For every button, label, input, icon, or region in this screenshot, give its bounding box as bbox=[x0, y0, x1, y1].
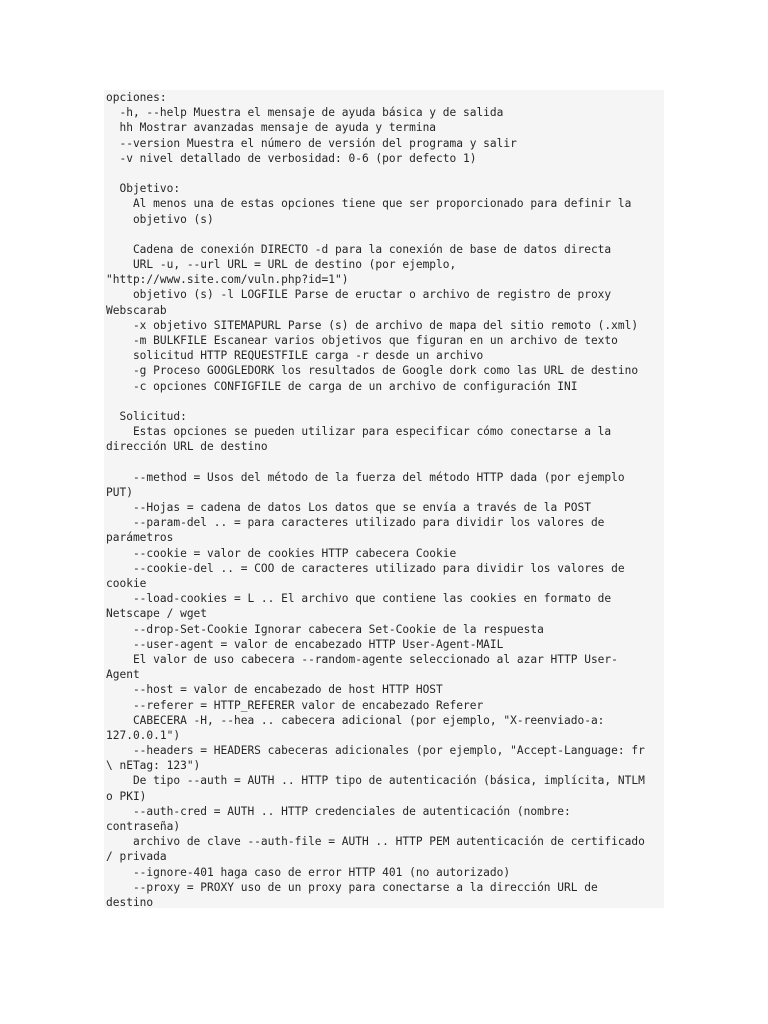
code-line: archivo de clave --auth-file = AUTH .. HTTP PEM autenticación de certificado bbox=[106, 835, 645, 849]
code-line: URL -u, --url URL = URL de destino (por ejemplo, bbox=[106, 258, 457, 272]
code-line: --param-del .. = para caracteres utilizado para dividir los valores de bbox=[106, 516, 605, 530]
code-line: --Hojas = cadena de datos Los datos que se envía a través de la POST bbox=[106, 501, 591, 515]
code-line: El valor de uso cabecera --random-agente seleccionado al azar HTTP User- bbox=[106, 652, 618, 666]
code-line: parámetros bbox=[106, 531, 174, 545]
code-line: --headers = HEADERS cabeceras adicionales (por ejemplo, "Accept-Language: fr bbox=[106, 744, 645, 758]
code-line: --cookie = valor de cookies HTTP cabecera Cookie bbox=[106, 546, 457, 560]
code-line: --proxy = PROXY uso de un proxy para conectarse a la dirección URL de bbox=[106, 880, 598, 894]
code-line: objetivo (s) bbox=[106, 212, 214, 226]
code-line: solicitud HTTP REQUESTFILE carga -r desde un archivo bbox=[106, 349, 484, 363]
code-line: -h, --help Muestra el mensaje de ayuda básica y de salida bbox=[106, 106, 504, 120]
code-line: Cadena de conexión DIRECTO -d para la conexión de base de datos directa bbox=[106, 242, 612, 256]
code-line: -c opciones CONFIGFILE de carga de un archivo de configuración INI bbox=[106, 379, 578, 393]
code-line: Solicitud: bbox=[106, 409, 187, 423]
code-line: --host = valor de encabezado de host HTTP HOST bbox=[106, 683, 443, 697]
code-line: --auth-cred = AUTH .. HTTP credenciales de autenticación (nombre: bbox=[106, 804, 571, 818]
code-line: \ nETag: 123") bbox=[106, 759, 201, 773]
code-line: destino bbox=[106, 895, 154, 909]
code-line bbox=[106, 166, 664, 181]
code-line: hh Mostrar avanzadas mensaje de ayuda y termina bbox=[106, 121, 437, 135]
code-line bbox=[106, 394, 664, 409]
code-line: Agent bbox=[106, 668, 140, 682]
code-line: De tipo --auth = AUTH .. HTTP tipo de autenticación (básica, implícita, NTLM bbox=[106, 774, 645, 788]
code-line: --method = Usos del método de la fuerza del método HTTP dada (por ejemplo bbox=[106, 470, 625, 484]
code-line: -m BULKFILE Escanear varios objetivos que figuran en un archivo de texto bbox=[106, 334, 618, 347]
code-line: -g Proceso GOOGLEDORK los resultados de Google dork como las URL de destino bbox=[106, 364, 639, 378]
code-line: Al menos una de estas opciones tiene que ser proporcionado para definir la bbox=[106, 197, 632, 211]
code-line: --load-cookies = L .. El archivo que contiene las cookies en formato de bbox=[106, 592, 612, 606]
code-line: cookie bbox=[106, 577, 147, 590]
code-line: Estas opciones se pueden utilizar para especificar cómo conectarse a la bbox=[106, 425, 612, 439]
code-line: o PKI) bbox=[106, 789, 147, 803]
code-line: / privada bbox=[106, 850, 167, 864]
code-line: opciones: bbox=[106, 91, 167, 104]
code-line: "http://www.site.com/vuln.php?id=1") bbox=[106, 273, 349, 287]
code-line: --user-agent = valor de encabezado HTTP User-Agent-MAIL bbox=[106, 637, 504, 651]
code-line: objetivo (s) -l LOGFILE Parse de eructar o archivo de registro de proxy bbox=[106, 288, 612, 302]
code-line: Objetivo: bbox=[106, 182, 181, 196]
code-line: 127.0.0.1") bbox=[106, 728, 181, 742]
code-line: PUT) bbox=[106, 485, 133, 499]
code-line: --referer = HTTP_REFERER valor de encabezado Referer bbox=[106, 698, 484, 712]
code-line: contraseña) bbox=[106, 820, 181, 833]
code-line bbox=[106, 455, 664, 470]
code-line: --cookie-del .. = COO de caracteres utilizado para dividir los valores de bbox=[106, 561, 625, 575]
code-line: Netscape / wget bbox=[106, 607, 208, 621]
code-line: --ignore-401 haga caso de error HTTP 401 (no autorizado) bbox=[106, 865, 511, 879]
code-line: dirección URL de destino bbox=[106, 440, 268, 454]
code-line: -x objetivo SITEMAPURL Parse (s) de archivo de mapa del sitio remoto (.xml) bbox=[106, 318, 639, 332]
code-line: CABECERA -H, --hea .. cabecera adicional (por ejemplo, "X-reenviado-a: bbox=[106, 713, 605, 727]
code-line: --version Muestra el número de versión del programa y salir bbox=[106, 136, 517, 150]
code-block bbox=[104, 90, 664, 908]
code-text bbox=[106, 90, 664, 910]
code-line: Webscarab bbox=[106, 303, 167, 317]
code-line: -v nivel detallado de verbosidad: 0-6 (por defecto 1) bbox=[106, 151, 477, 165]
code-line: --drop-Set-Cookie Ignorar cabecera Set-Cookie de la respuesta bbox=[106, 622, 544, 636]
code-line bbox=[106, 227, 664, 242]
